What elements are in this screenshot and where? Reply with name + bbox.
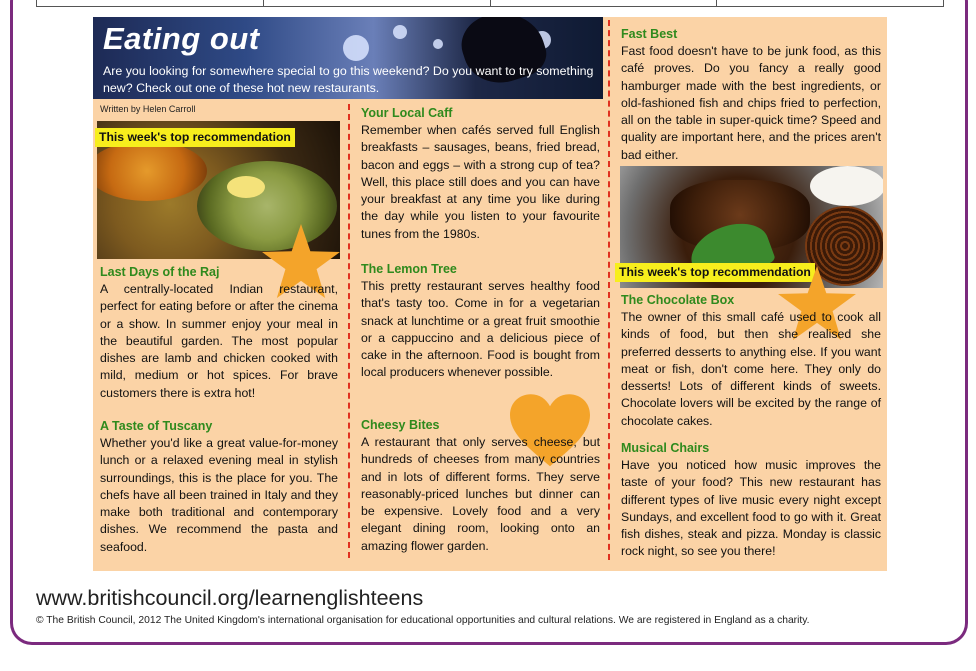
page-title: Eating out (103, 21, 260, 56)
article-body: The owner of this small café used to cook all kinds of food, but then she realised she preferred desserts to anything else. If you want meat or fish, don't come here. They only do desserts! Lots of different kinds of sweets. Chocolate lovers will be excited by the range of chocolate cakes. (621, 310, 881, 428)
article-cheesy-bites (361, 417, 600, 555)
article-title: Fast Best (621, 27, 678, 41)
footer-url: www.britishcouncil.org/learnenglishteens (36, 586, 424, 610)
article-the-chocolate-box (621, 292, 881, 430)
article-title: The Lemon Tree (361, 262, 457, 276)
article-title: Last Days of the Raj (100, 265, 220, 279)
article-body: A restaurant that only serves cheese, but hundreds of cheeses from many countries and in lots of different forms. They serve reasonably-priced lunches but dinner can be expensive. Lovely food and a very elegant dining room, looking onto an amazing flower garden. (361, 435, 600, 553)
article-title: Musical Chairs (621, 441, 710, 455)
banner (93, 17, 603, 99)
article-body: Remember when cafés served full English breakfasts – sausages, beans, fried bread, bacon and eggs – with a strong cup of tea? Well, this place still does and you can have your breakfast at any time you like during the day while you listen to your favourite tunes from the 1980s. (361, 123, 600, 241)
column-divider (348, 104, 350, 558)
copyright-notice: © The British Council, 2012 The United Kingdom's international organisation for educational opportunities and cultural relations. We are registered in England as a charity. (36, 615, 810, 626)
article-body: Whether you'd like a great value-for-money lunch or a relaxed evening meal in stylish surroundings, this is the place for you. The chefs have all been trained in Italy and they make both traditional and contemporary dishes. We recommend the pasta and seafood. (100, 436, 338, 554)
article-musical-chairs (621, 440, 881, 561)
article-body: This pretty restaurant serves healthy food that's tasty too. Come in for a vegetarian snack at lunchtime or a great fruit smoothie or a cappuccino and a delicious piece of cake in the afternoon. Food is bought from local producers whenever possible. (361, 279, 600, 380)
article-your-local-caff (361, 105, 600, 243)
article-body: Have you noticed how music improves the taste of your food? This new restaurant has different types of live music every night except Sundays, and excellent food to go with it. Great fish dishes, steak and pizza. Monday is classic rock night, so see you there! (621, 458, 881, 559)
article-the-lemon-tree (361, 261, 600, 382)
article-fast-best (621, 26, 881, 164)
stage-light-icon (393, 25, 407, 39)
intro-text: Are you looking for somewhere special to go this weekend? Do you want to try something new? Check out one of these hot new restaurants. (103, 64, 594, 95)
article-body: A centrally-located Indian restaurant, perfect for eating before or after the cinema or a show. In summer enjoy your meal in the beautiful garden. The most popular dishes are lamb and chicken cooked with mild, medium or hot spices. For brave customers there is extra hot! (100, 282, 338, 400)
article-title: The Chocolate Box (621, 293, 735, 307)
article-body: Fast food doesn't have to be junk food, as this café proves. Do you fancy a really good hamburger made with the best ingredients, or old-fashioned fish and chips fried to perfection, all on the table in super-quick time? Speed and quality are important here, and the prices aren't bad either. (621, 44, 881, 162)
author-byline: Written by Helen Carroll (100, 104, 196, 114)
article-title: Cheesy Bites (361, 418, 440, 432)
stage-light-icon (433, 39, 443, 49)
article-title: A Taste of Tuscany (100, 419, 213, 433)
stage-light-icon (343, 35, 369, 61)
article-title: Your Local Caff (361, 106, 453, 120)
article-last-days-of-the-raj (100, 264, 338, 402)
recommendation-badge: This week's top recommendation (615, 263, 815, 282)
article-a-taste-of-tuscany (100, 418, 338, 556)
recommendation-badge: This week's top recommendation (95, 128, 295, 147)
column-divider (608, 20, 610, 560)
